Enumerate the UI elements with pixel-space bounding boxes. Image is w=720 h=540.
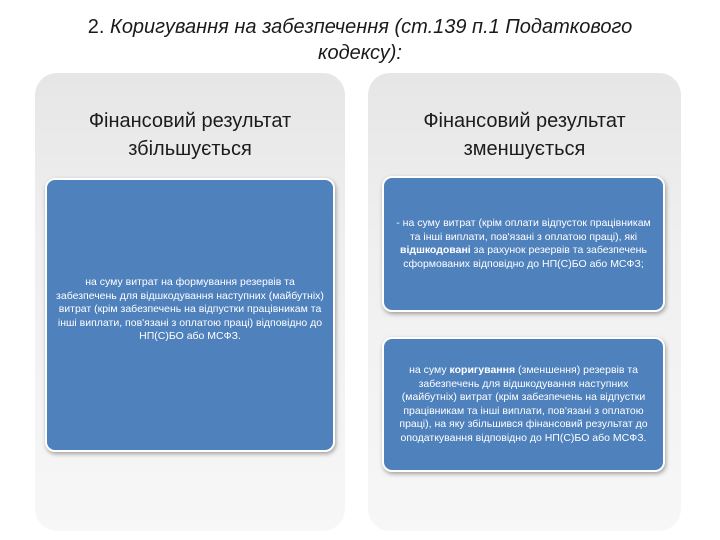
decrease-heading: [368, 107, 681, 163]
title-text-line2: кодексу):: [318, 42, 402, 64]
decrease-box-adjustment: [382, 337, 665, 472]
decrease-box1-part1: - на суму витрат (крім оплати відпусток працівникам та інші виплати, пов'язані з оплатою праці), які: [396, 217, 654, 243]
increase-box-text: на суму витрат на формування резервів та забезпечень для відшкодування наступних (майбутніх) витрат (крім забезпечень на відпустки працівникам та інші виплати, пов'язані з оплатою праці) відповідно до НП(С)БО або МСФЗ.: [56, 276, 327, 343]
increase-heading-line1: Фінансовий результат: [88, 110, 292, 132]
decrease-box2-part1: на суму: [409, 364, 450, 376]
title-number: 2.: [87, 16, 105, 38]
decrease-box1-part2: за рахунок резервів та забезпечень сформованих відповідно до НП(С)БО або МСФЗ;: [403, 244, 650, 270]
decrease-heading-line2: зменшується: [463, 138, 586, 160]
decrease-heading-line1: Фінансовий результат: [423, 110, 626, 132]
decrease-box2-part2: (зменшення) резервів та забезпечень для відшкодування наступних (майбутніх) витрат (крім забезпечень на відпустки працівникам та інші виплати, пов'язані з оплатою праці), на яку збільшився фінансовий результат до оподаткування відповідно до НП(С)БО або МСФЗ.: [399, 364, 651, 444]
title-text-line1: Коригування на забезпечення (ст.139 п.1 Податкового: [104, 16, 633, 38]
decrease-box1-emphasis: відшкодовані: [400, 244, 471, 256]
slide-title: [30, 14, 690, 66]
decrease-box2-emphasis: коригування: [449, 364, 516, 376]
increase-heading-line2: збільшується: [128, 138, 252, 160]
decrease-box-reimbursed: [382, 176, 665, 312]
increase-heading: [35, 107, 345, 163]
increase-box: [45, 178, 335, 452]
